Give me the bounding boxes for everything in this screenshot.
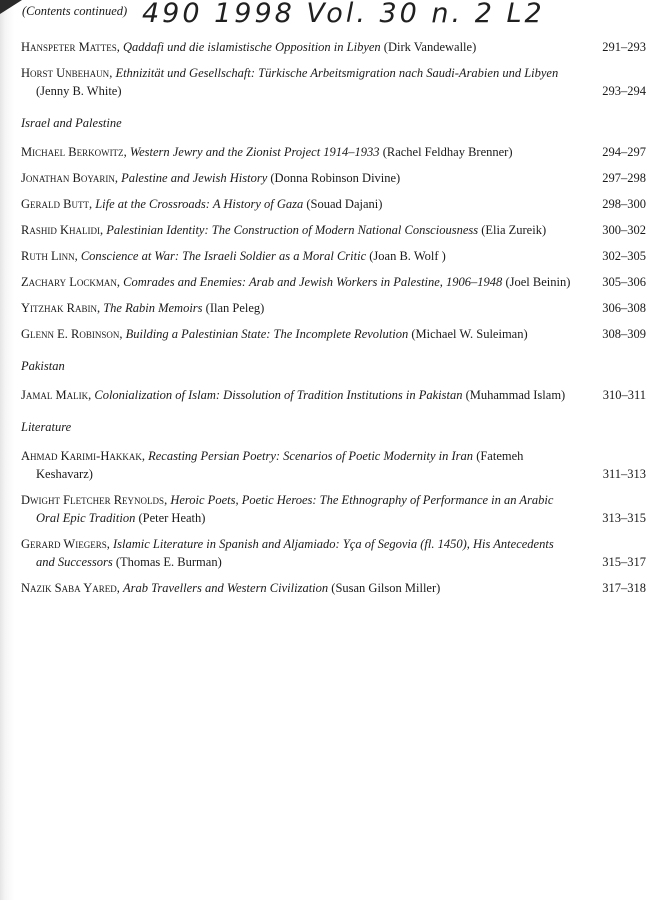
toc-entry [21, 579, 646, 597]
entry-title: Conscience at War: The Israeli Soldier as a Moral Critic [80, 249, 367, 263]
toc-entry [21, 447, 646, 483]
toc-entry [21, 221, 646, 239]
toc-entry [21, 64, 646, 100]
entry-author: Dwight Fletcher Reynolds [21, 493, 165, 507]
entry-title: Comrades and Enemies: Arab and Jewish Workers in Palestine, 1906–1948 [123, 275, 503, 289]
entry-reviewer: (Elia Zureik) [481, 223, 547, 237]
entry-title: Life at the Crossroads: A History of Gaza [95, 197, 304, 211]
entry-pages: 298–300 [602, 197, 646, 211]
entry-text: Hanspeter Mattes, Qaddafi und die islamistische Opposition in Libyen (Dirk Vandewalle) [21, 40, 477, 54]
entry-title: Palestine and Jewish History [121, 171, 268, 185]
entry-text: Jamal Malik, Colonialization of Islam: Dissolution of Tradition Institutions in Pakistan (Muhammad Islam) [21, 388, 566, 402]
toc-entry [21, 325, 646, 343]
toc-entry [21, 38, 646, 56]
entry-title: Islamic Literature in Spanish and Aljamiado: Yça of Segovia (fl. 1450), His Antecedents and Successors [36, 537, 554, 569]
entry-pages: 293–294 [602, 84, 646, 98]
entry-author: Jonathan Boyarin [21, 171, 115, 185]
entry-title: Qaddafi und die islamistische Opposition in Libyen [123, 40, 381, 54]
toc-entry [21, 195, 646, 213]
entry-reviewer: (Joel Beinin) [505, 275, 571, 289]
entry-author: Gerald Butt [21, 197, 89, 211]
entry-text: Ruth Linn, Conscience at War: The Israeli Soldier as a Moral Critic (Joan B. Wolf ) [21, 249, 446, 263]
section-heading: Pakistan [21, 359, 65, 373]
entry-author: Jamal Malik [21, 388, 89, 402]
entry-reviewer: (Ilan Peleg) [205, 301, 265, 315]
entry-author: Michael Berkowitz [21, 145, 124, 159]
entry-text: Jonathan Boyarin, Palestine and Jewish History (Donna Robinson Divine) [21, 171, 401, 185]
toc-entry [21, 535, 646, 571]
entry-reviewer: (Souad Dajani) [306, 197, 383, 211]
entry-pages: 313–315 [602, 511, 646, 525]
contents-continued-label: (Contents continued) [22, 4, 128, 18]
entry-text: Rashid Khalidi, Palestinian Identity: The Construction of Modern National Consciousness (Elia Zureik) [21, 223, 547, 237]
entry-pages: 291–293 [602, 40, 646, 54]
section-heading: Israel and Palestine [21, 116, 122, 130]
toc-entry [21, 386, 646, 404]
toc-entry [21, 273, 646, 291]
entry-reviewer: (Peter Heath) [138, 511, 206, 525]
entry-author: Nazik Saba Yared [21, 581, 117, 595]
entry-pages: 308–309 [602, 327, 646, 341]
entry-pages: 300–302 [602, 223, 646, 237]
toc-entry [21, 299, 646, 317]
entry-title: Ethnizität und Gesellschaft: Türkische Arbeitsmigration nach Saudi-Arabien und Libyen [115, 66, 559, 80]
entry-author: Ruth Linn [21, 249, 75, 263]
entry-text: Gerald Butt, Life at the Crossroads: A History of Gaza (Souad Dajani) [21, 197, 383, 211]
entry-text: Horst Unbehaun, Ethnizität und Gesellschaft: Türkische Arbeitsmigration nach Saudi-Arabien und Libyen (Jenny B. White) [21, 66, 559, 98]
scan-edge-shadow [0, 0, 14, 900]
section-heading: Literature [21, 420, 72, 434]
toc-entry [21, 247, 646, 265]
entry-reviewer: (Donna Robinson Divine) [270, 171, 401, 185]
entry-pages: 317–318 [602, 581, 646, 595]
entry-reviewer: (Fatemeh Keshavarz) [36, 449, 524, 481]
entry-text: Zachary Lockman, Comrades and Enemies: Arab and Jewish Workers in Palestine, 1906–1948 (Joel Beinin) [21, 275, 571, 289]
entry-text: Ahmad Karimi-Hakkak, Recasting Persian Poetry: Scenarios of Poetic Modernity in Iran (Fatemeh Keshavarz) [21, 449, 524, 481]
entry-text: Glenn E. Robinson, Building a Palestinian State: The Incomplete Revolution (Michael W. Suleiman) [21, 327, 528, 341]
entry-author: Gerard Wiegers [21, 537, 107, 551]
entry-reviewer: (Dirk Vandewalle) [383, 40, 477, 54]
entry-text: Nazik Saba Yared, Arab Travellers and Western Civilization (Susan Gilson Miller) [21, 581, 441, 595]
entry-text: Yitzhak Rabin, The Rabin Memoirs (Ilan Peleg) [21, 301, 265, 315]
toc-entry [21, 491, 646, 527]
entry-pages: 311–313 [602, 467, 646, 481]
entry-author: Hanspeter Mattes [21, 40, 117, 54]
entry-reviewer: (Muhammad Islam) [465, 388, 566, 402]
entry-text: Michael Berkowitz, Western Jewry and the Zionist Project 1914–1933 (Rachel Feldhay Brenner) [21, 145, 513, 159]
entry-title: The Rabin Memoirs [103, 301, 203, 315]
entry-author: Ahmad Karimi-Hakkak [21, 449, 142, 463]
handwritten-call-number: 490 1998 Vol. 30 n. 2 L2 [142, 0, 545, 29]
entry-title: Palestinian Identity: The Construction of Modern National Consciousness [106, 223, 479, 237]
entry-reviewer: (Jenny B. White) [36, 84, 122, 98]
entry-title: Heroic Poets, Poetic Heroes: The Ethnography of Performance in an Arabic Oral Epic Tradition [36, 493, 554, 525]
entry-title: Colonialization of Islam: Dissolution of Tradition Institutions in Pakistan [94, 388, 463, 402]
entry-reviewer: (Rachel Feldhay Brenner) [382, 145, 513, 159]
entry-pages: 302–305 [602, 249, 646, 263]
entry-pages: 294–297 [602, 145, 646, 159]
entry-reviewer: (Michael W. Suleiman) [411, 327, 528, 341]
entry-pages: 306–308 [602, 301, 646, 315]
entry-pages: 315–317 [602, 555, 646, 569]
toc-entry [21, 143, 646, 161]
entry-text: Gerard Wiegers, Islamic Literature in Spanish and Aljamiado: Yça of Segovia (fl. 1450), His Antecedents and Successors (Thomas E. Burman) [21, 537, 554, 569]
entry-pages: 297–298 [602, 171, 646, 185]
entry-title: Arab Travellers and Western Civilization [123, 581, 329, 595]
entry-pages: 310–311 [602, 388, 646, 402]
table-of-contents [21, 38, 646, 605]
entry-author: Zachary Lockman [21, 275, 117, 289]
entry-reviewer: (Joan B. Wolf ) [369, 249, 446, 263]
entry-title: Western Jewry and the Zionist Project 1914–1933 [129, 145, 380, 159]
entry-author: Horst Unbehaun [21, 66, 110, 80]
entry-reviewer: (Susan Gilson Miller) [331, 581, 441, 595]
entry-author: Rashid Khalidi [21, 223, 100, 237]
entry-title: Recasting Persian Poetry: Scenarios of Poetic Modernity in Iran [148, 449, 474, 463]
entry-pages: 305–306 [602, 275, 646, 289]
entry-title: Building a Palestinian State: The Incomplete Revolution [125, 327, 409, 341]
toc-entry [21, 169, 646, 187]
entry-reviewer: (Thomas E. Burman) [115, 555, 222, 569]
entry-author: Glenn E. Robinson [21, 327, 120, 341]
entry-author: Yitzhak Rabin [21, 301, 97, 315]
entry-text: Dwight Fletcher Reynolds, Heroic Poets, Poetic Heroes: The Ethnography of Performance in an Arabic Oral Epic Tradition (Peter Heath) [21, 493, 554, 525]
